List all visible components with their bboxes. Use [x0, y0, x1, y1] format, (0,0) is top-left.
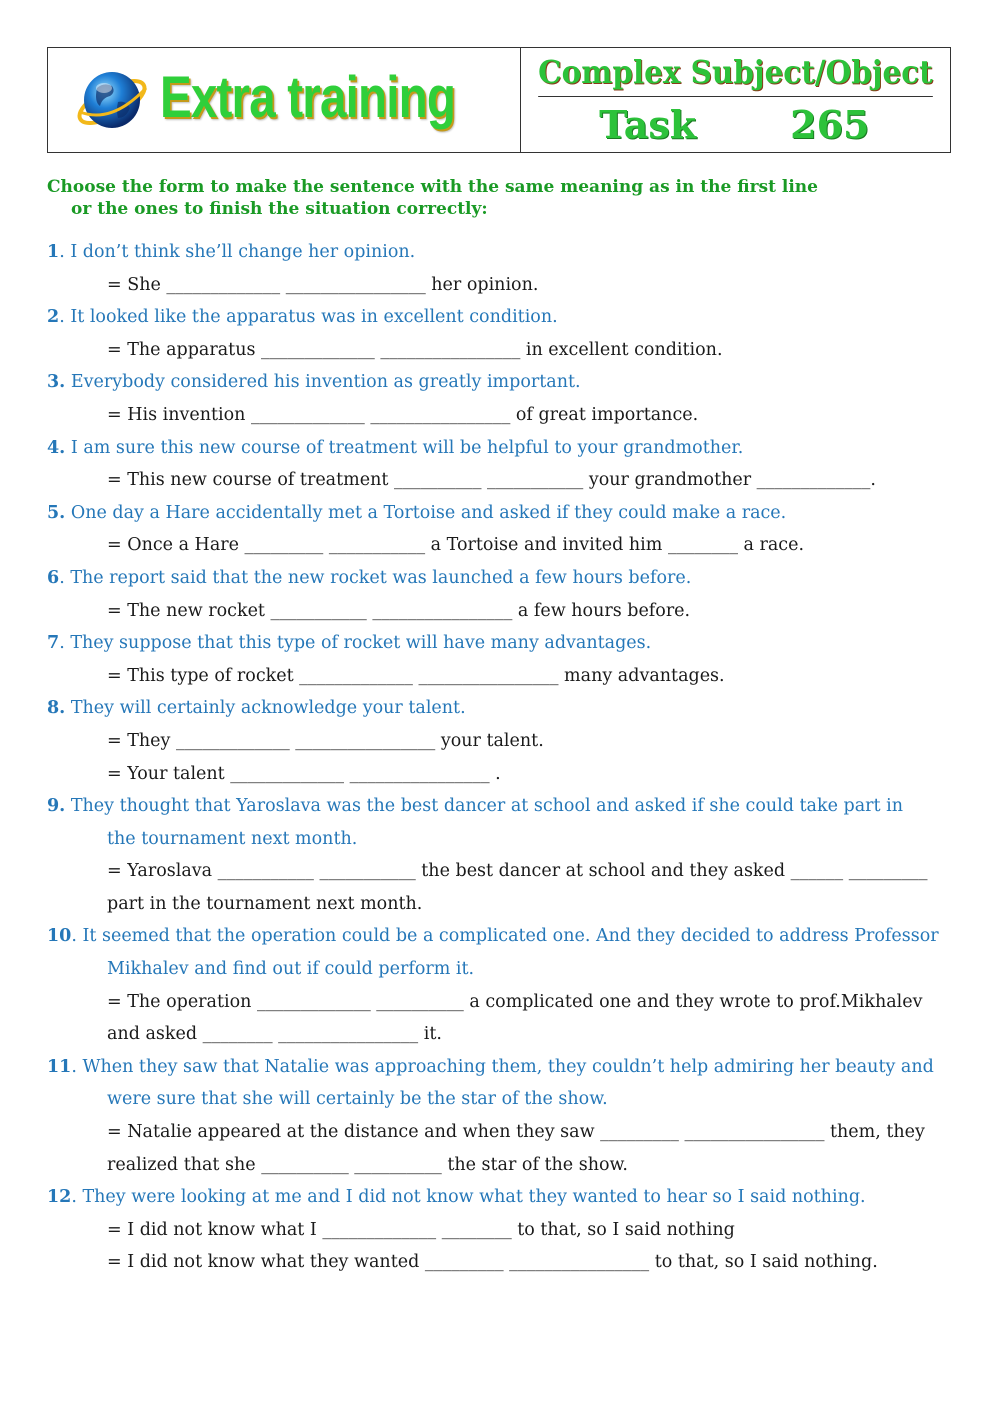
- exercise-number: 3.: [47, 372, 66, 393]
- exercise-number: 9.: [47, 796, 66, 817]
- exercise-question: [47, 236, 957, 269]
- instructions-line-2: or the ones to finish the situation correctly:: [71, 199, 488, 219]
- exercise-prompt: . When they saw that Natalie was approaching them, they couldn’t help admiring her beauty and: [71, 1056, 934, 1077]
- exercise-number: 6: [47, 567, 60, 588]
- exercise-prompt: . I don’t think she’ll change her opinion.: [59, 242, 416, 262]
- exercise-prompt: They thought that Yaroslava was the best dancer at school and asked if she could take part in: [65, 796, 903, 817]
- exercise-question: [47, 920, 957, 953]
- answer-line: part in the tournament next month.: [107, 893, 423, 914]
- topic-panel: [521, 48, 950, 152]
- exercise-prompt: . The report said that the new rocket was launched a few hours before.: [59, 567, 692, 588]
- exercise-prompt: . It looked like the apparatus was in excellent condition.: [59, 307, 558, 328]
- exercise-prompt-continued: were sure that she will certainly be the star of the show.: [107, 1089, 608, 1110]
- answer-line: = Your talent _____________ ________________ .: [107, 763, 501, 784]
- header-box: [47, 47, 951, 153]
- exercise-prompt-continued: the tournament next month.: [107, 828, 358, 849]
- answer-line: = His invention _____________ ________________ of great importance.: [107, 404, 699, 425]
- answer-line: = The operation _____________ __________ a complicated one and they wrote to prof.Mikhalev: [107, 991, 923, 1012]
- answer-line: = This type of rocket _____________ ________________ many advantages.: [107, 665, 725, 686]
- exercise-question: [47, 562, 957, 595]
- exercise-number: 5.: [47, 502, 66, 523]
- answer-line: = She _____________ ________________ her opinion.: [107, 274, 539, 295]
- task-number: 265: [790, 102, 870, 147]
- exercise-number: 1: [47, 242, 60, 262]
- task-label: Task: [599, 102, 697, 147]
- brand-panel: [48, 48, 521, 152]
- exercise-question: [47, 301, 957, 334]
- exercise-prompt: . They suppose that this type of rocket will have many advantages.: [59, 633, 652, 654]
- exercise-prompt-continued: Mikhalev and find out if could perform it.: [107, 959, 475, 980]
- brand-title: Extra training: [160, 65, 456, 130]
- exercise-list: [47, 236, 957, 1279]
- instructions-line-1: Choose the form to make the sentence with the same meaning as in the first line: [47, 177, 818, 197]
- exercise-prompt: . It seemed that the operation could be a complicated one. And they decided to address Professor: [71, 926, 939, 947]
- exercise-number: 11: [47, 1056, 72, 1077]
- exercise-prompt: They will certainly acknowledge your talent.: [65, 698, 466, 719]
- exercise-question: [47, 692, 957, 725]
- exercise-number: 4.: [47, 437, 66, 458]
- topic-title: Complex Subject/Object: [538, 48, 933, 97]
- answer-line: = They _____________ ________________ your talent.: [107, 730, 544, 751]
- answer-line: = This new course of treatment __________ ___________ your grandmother _____________.: [107, 470, 876, 491]
- exercise-question: [47, 432, 957, 465]
- answer-line: = Yaroslava ___________ ___________ the best dancer at school and they asked ______ _________: [107, 861, 928, 882]
- exercise-prompt: One day a Hare accidentally met a Tortoise and asked if they could make a race.: [65, 502, 787, 523]
- task-row: [521, 97, 950, 152]
- answer-line: and asked ________ ________________ it.: [107, 1024, 442, 1045]
- exercise-number: 2: [47, 307, 60, 328]
- exercise-prompt: I am sure this new course of treatment will be helpful to your grandmother.: [65, 437, 744, 458]
- answer-line: = The new rocket ___________ ________________ a few hours before.: [107, 600, 691, 621]
- answer-line: = I did not know what they wanted _________ ________________ to that, so I said nothing.: [107, 1252, 878, 1273]
- exercise-number: 12: [47, 1187, 72, 1208]
- exercise-question: [47, 627, 957, 660]
- answer-line: = Natalie appeared at the distance and when they saw _________ ________________ them, they: [107, 1122, 925, 1143]
- exercise-question: [47, 497, 957, 530]
- answer-line: = Once a Hare _________ ___________ a Tortoise and invited him ________ a race.: [107, 535, 805, 556]
- answer-line: = The apparatus _____________ ________________ in excellent condition.: [107, 339, 723, 360]
- exercise-question: [47, 366, 957, 399]
- exercise-number: 10: [47, 926, 72, 947]
- exercise-number: 7: [47, 633, 60, 654]
- instructions: [47, 176, 947, 220]
- globe-icon: [72, 58, 152, 138]
- exercise-question: [47, 790, 957, 823]
- answer-line: = I did not know what I _____________ ________ to that, so I said nothing: [107, 1219, 735, 1240]
- exercise-question: [47, 1181, 957, 1214]
- exercise-number: 8.: [47, 698, 66, 719]
- answer-line: realized that she __________ __________ the star of the show.: [107, 1154, 628, 1175]
- exercise-prompt: . They were looking at me and I did not know what they wanted to hear so I said nothing.: [71, 1187, 866, 1208]
- exercise-prompt: Everybody considered his invention as greatly important.: [65, 372, 581, 393]
- exercise-question: [47, 1051, 957, 1084]
